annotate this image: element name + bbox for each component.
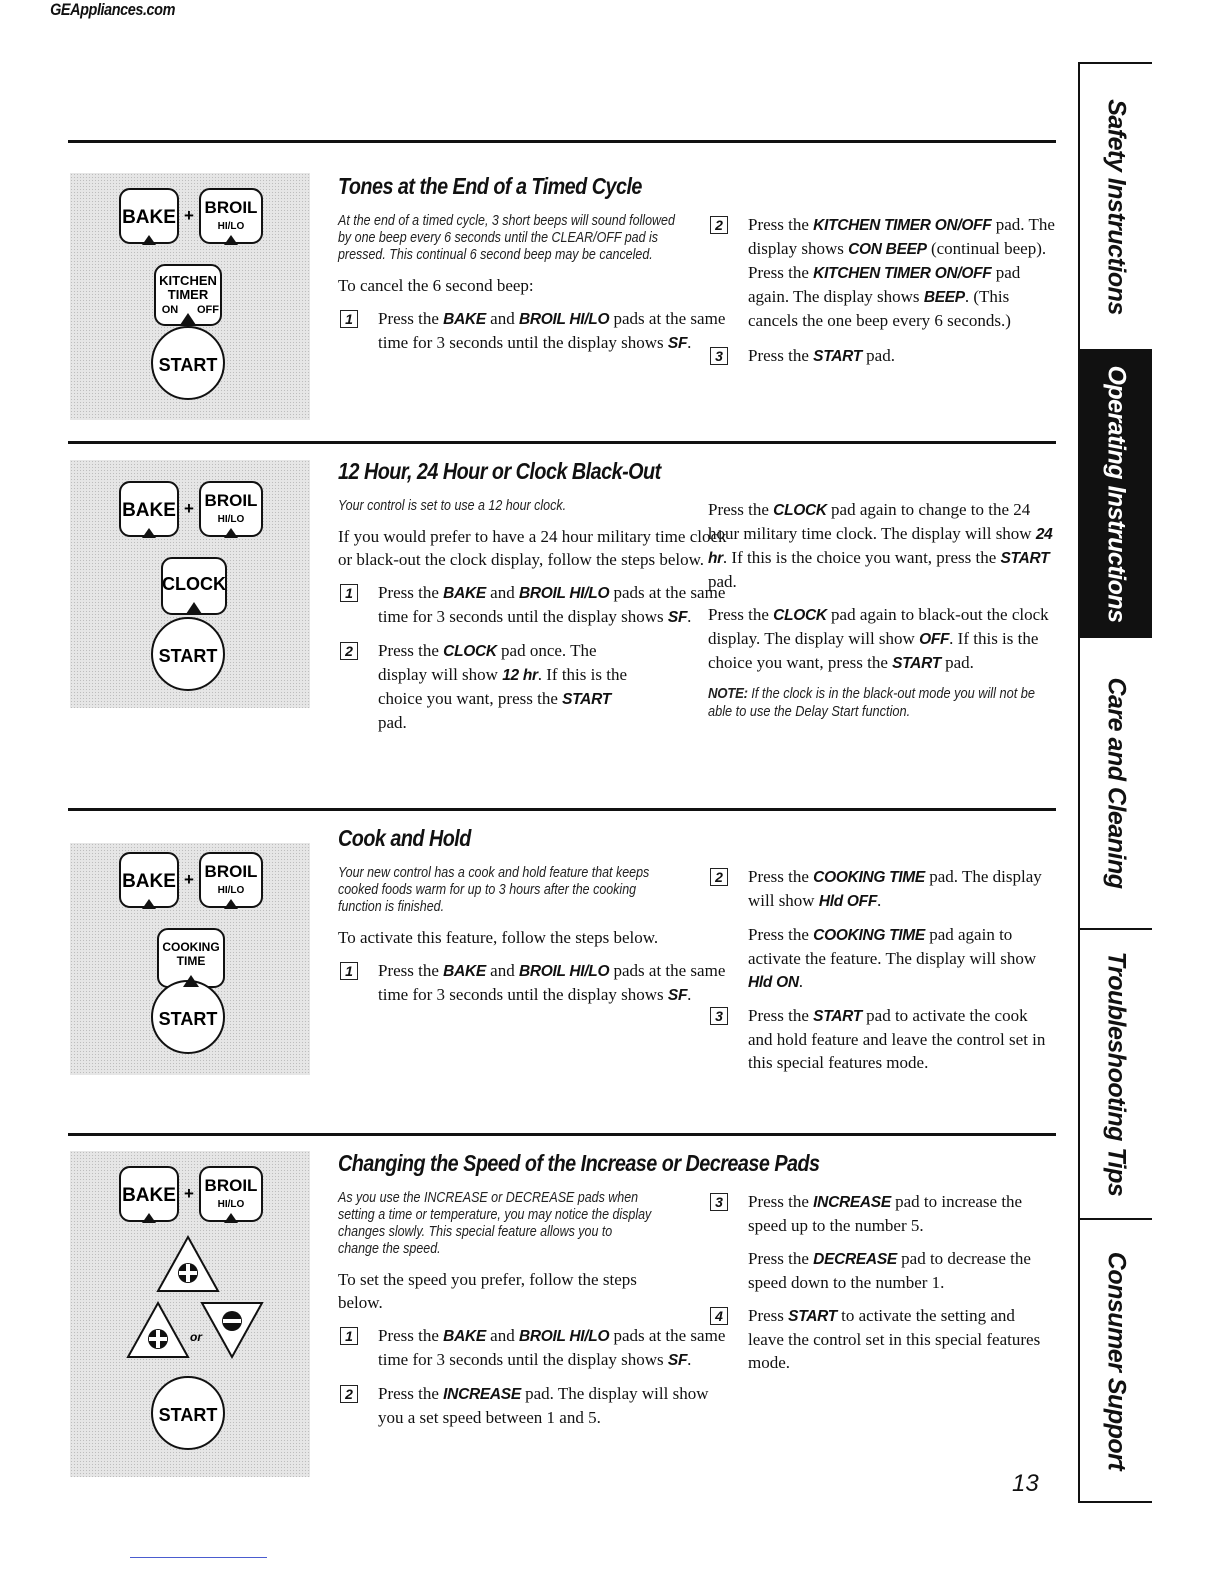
step-number: 2 <box>710 216 728 234</box>
section-title: Changing the Speed of the Increase or Decrease Pads <box>338 1150 820 1176</box>
svg-text:TIME: TIME <box>176 954 206 968</box>
svg-text:START: START <box>158 355 218 375</box>
svg-text:+: + <box>184 499 194 518</box>
svg-text:BROIL: BROIL <box>204 862 258 881</box>
step-number: 1 <box>340 962 358 980</box>
pad-diagram <box>70 843 310 1075</box>
svg-text:COOKING: COOKING <box>162 940 220 954</box>
right-column <box>708 1190 1053 1384</box>
svg-text:BAKE: BAKE <box>122 871 176 892</box>
intro-text: Your control is set to use a 12 hour clock. <box>338 498 567 514</box>
tab-troubleshooting-tips[interactable]: Troubleshooting Tips <box>1080 930 1152 1220</box>
section-title: Cook and Hold <box>338 825 471 851</box>
step-2: 2 Press the CLOCK pad once. The display will show 12 hr. If this is the choice you want, press the START pad. <box>338 639 638 734</box>
svg-text:BAKE: BAKE <box>122 1185 176 1206</box>
step-3: 3 Press the START pad. <box>708 344 1058 368</box>
step-number: 4 <box>710 1307 728 1325</box>
svg-text:HI/LO: HI/LO <box>217 221 245 232</box>
control-panel-illustration <box>70 843 310 1075</box>
step-number: 1 <box>340 584 358 602</box>
step-number: 1 <box>340 310 358 328</box>
step-number: 2 <box>340 642 358 660</box>
pad-diagram <box>70 460 310 708</box>
intro-text: As you use the INCREASE or DECREASE pads when setting a time or temperature, you may notice the display changes slowly. This special feature allows you to change the speed. <box>338 1190 652 1257</box>
svg-text:BROIL: BROIL <box>204 491 258 510</box>
section-title: Tones at the End of a Timed Cycle <box>338 173 642 199</box>
step-2: 2 Press the COOKING TIME pad. The display will show Hld OFF. <box>708 865 1053 913</box>
right-column <box>708 498 1058 721</box>
page-number: 13 <box>1012 1470 1039 1497</box>
control-panel-illustration <box>70 173 310 420</box>
svg-text:HI/LO: HI/LO <box>217 514 245 525</box>
body-text: If you would prefer to have a 24 hour military time clock or black-out the clock display, follow the steps below. <box>338 527 727 569</box>
step-2: 2 Press the INCREASE pad. The display will show you a set speed between 1 and 5. <box>338 1382 738 1429</box>
svg-text:BROIL: BROIL <box>204 198 258 217</box>
section-cook-hold <box>68 811 1058 1133</box>
step-3: 3 Press the INCREASE pad to increase the speed up to the number 5. <box>708 1190 1053 1237</box>
step-1: 1 Press the BAKE and BROIL HI/LO pads at the same time for 3 seconds until the display shows SF. <box>338 959 738 1007</box>
svg-text:CLOCK: CLOCK <box>162 574 226 594</box>
intro-text: At the end of a timed cycle, 3 short beeps will sound followed by one beep every 6 seconds until the CLEAR/OFF pad is pressed. This continual 6 second beep may be canceled. <box>338 213 675 263</box>
step-1: 1 Press the BAKE and BROIL HI/LO pads at the same time for 3 seconds until the display shows SF. <box>338 581 738 629</box>
svg-text:or: or <box>190 1330 202 1344</box>
step-number: 3 <box>710 1007 728 1025</box>
step-number: 3 <box>710 347 728 365</box>
tab-safety-instructions[interactable]: Safety Instructions <box>1080 64 1152 351</box>
svg-text:TIMER: TIMER <box>167 287 209 302</box>
step-1: 1 Press the BAKE and BROIL HI/LO pads at the same time for 3 seconds until the display shows SF. <box>338 307 738 355</box>
body-text: To set the speed you prefer, follow the steps below. <box>338 1270 637 1312</box>
section-tones <box>68 143 1058 443</box>
left-column <box>338 865 738 1017</box>
svg-text:+: + <box>184 870 194 889</box>
section-title: 12 Hour, 24 Hour or Clock Black-Out <box>338 458 661 484</box>
body-text: To activate this feature, follow the steps below. <box>338 928 659 947</box>
svg-text:KITCHEN: KITCHEN <box>159 273 217 288</box>
svg-text:+: + <box>184 206 194 225</box>
svg-text:BROIL: BROIL <box>204 1176 258 1195</box>
svg-text:+: + <box>184 1184 194 1203</box>
svg-text:START: START <box>158 1405 218 1425</box>
svg-text:ON: ON <box>161 304 179 316</box>
svg-text:BAKE: BAKE <box>122 500 176 521</box>
left-column <box>338 213 738 365</box>
pad-diagram <box>70 1151 310 1477</box>
section-tabs <box>1078 62 1152 1503</box>
site-url: GEAppliances.com <box>50 0 175 19</box>
body-text: Press the CLOCK pad again to change to the 24 hour military time clock. The display will show 24 hr. If this is the choice you want, press the START pad. <box>708 500 1053 591</box>
step-number: 1 <box>340 1327 358 1345</box>
footer-line <box>130 1557 267 1558</box>
step-number: 2 <box>340 1385 358 1403</box>
step-2: 2 Press the KITCHEN TIMER ON/OFF pad. The display shows CON BEEP (continual beep). Press the KITCHEN TIMER ON/OFF pad again. The display shows BEEP. (This cancels the one beep every 6 seconds.) <box>708 213 1058 332</box>
pad-diagram <box>70 173 310 420</box>
tab-care-and-cleaning[interactable]: Care and Cleaning <box>1080 638 1152 930</box>
step-4: 4 Press START to activate the setting and leave the control set in this special features mode. <box>708 1304 1053 1374</box>
step-number: 3 <box>710 1193 728 1211</box>
step-3: 3 Press the START pad to activate the cook and hold feature and leave the control set in this special features mode. <box>708 1004 1053 1074</box>
control-panel-illustration <box>70 1151 310 1477</box>
note-text: NOTE: If the clock is in the black-out mode you will not be able to use the Delay Start function. <box>708 685 1036 720</box>
svg-text:OFF: OFF <box>197 304 219 316</box>
svg-text:START: START <box>158 1009 218 1029</box>
left-column <box>338 498 738 744</box>
section-speed <box>68 1136 1058 1506</box>
control-panel-illustration <box>70 460 310 708</box>
tab-operating-instructions[interactable]: Operating Instructions <box>1080 351 1152 638</box>
left-column <box>338 1190 738 1439</box>
svg-text:HI/LO: HI/LO <box>217 885 245 896</box>
svg-text:BAKE: BAKE <box>122 207 176 228</box>
step-1: 1 Press the BAKE and BROIL HI/LO pads at the same time for 3 seconds until the display shows SF. <box>338 1324 738 1372</box>
step-3-continued: Press the DECREASE pad to decrease the speed down to the number 1. <box>748 1249 1031 1292</box>
right-column <box>708 213 1058 378</box>
section-clock <box>68 444 1058 810</box>
step-2-continued: Press the COOKING TIME pad again to activate the feature. The display will show Hld ON. <box>748 925 1037 991</box>
step-number: 2 <box>710 868 728 886</box>
svg-text:HI/LO: HI/LO <box>217 1199 245 1210</box>
body-text: Press the CLOCK pad again to black-out the clock display. The display will show OFF. If this is the choice you want, press the START pad. <box>708 605 1049 672</box>
right-column <box>708 865 1053 1084</box>
tab-consumer-support[interactable]: Consumer Support <box>1102 1251 1131 1470</box>
svg-text:START: START <box>158 646 218 666</box>
body-text: To cancel the 6 second beep: <box>338 276 534 295</box>
intro-text: Your new control has a cook and hold feature that keeps cooked foods warm for up to 3 hours after the cooking function is finished. <box>338 865 650 915</box>
